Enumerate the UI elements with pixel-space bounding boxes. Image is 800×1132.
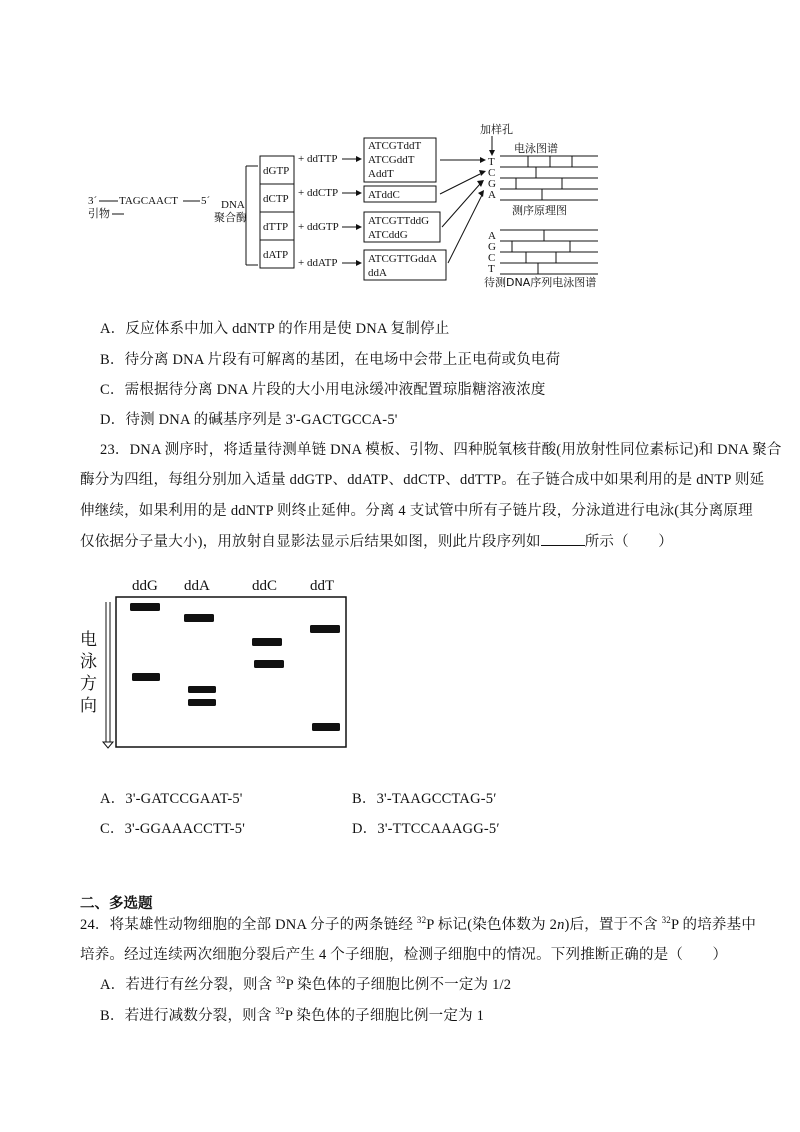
- band-dda-3: [188, 699, 216, 706]
- direction-char-3: 方: [80, 674, 97, 694]
- q23-option-a: A．3'-GATCCGAAT-5': [100, 791, 243, 807]
- ddntp-label-c: + ddCTP: [298, 187, 339, 199]
- q24-option-a-part2: P 染色体的子细胞比例不一定为 1/2: [285, 977, 512, 993]
- q23-stem-line4-end: 所示（ ）: [584, 534, 673, 550]
- lane-label-dda: ddA: [184, 578, 210, 594]
- fragment-t-2: ATCGddT: [368, 154, 415, 166]
- q24-option-a-part1: A．若进行有丝分裂，则含: [100, 977, 277, 993]
- band-ddg-1: [130, 603, 160, 611]
- q24-stem-part2: P 标记(染色体数为 2: [426, 917, 558, 933]
- dntp-label-g: dGTP: [263, 165, 290, 177]
- band-ddc-2: [254, 660, 284, 668]
- section-title: 二、多选题: [80, 896, 153, 912]
- q24-n: n: [557, 917, 565, 933]
- q23-option-c: C．3'-GGAAACCTT-5': [100, 821, 246, 837]
- q22-option-a: A．反应体系中加入 ddNTP 的作用是使 DNA 复制停止: [100, 321, 450, 337]
- q22-option-c: C．需根据待分离 DNA 片段的大小用电泳缓冲液配置琼脂糖溶液浓度: [100, 382, 546, 398]
- q23-stem-line4: [80, 531, 673, 552]
- band-dda-2: [188, 686, 216, 693]
- q24-option-b-part2: P 染色体的子细胞比例一定为 1: [284, 1008, 485, 1024]
- q24-option-b-sup: 32: [275, 1006, 285, 1017]
- q24-stem-line2: 培养。经过连续两次细胞分裂后产生 4 个子细胞，检测子细胞中的情况。下列推断正确的是（ ）: [80, 947, 728, 963]
- band-dda-1: [184, 614, 214, 622]
- enzyme-label-line1: DNA: [221, 199, 245, 211]
- bottom-lane-label-t: T: [488, 263, 495, 275]
- q22-option-d: D．待测 DNA 的碱基序列是 3'-GACTGCCA-5': [100, 412, 398, 428]
- bottom-gel-caption: 待测DNA序列电泳图谱: [484, 276, 597, 289]
- q23-stem-line4-text: 仅依据分子量大小)，用放射自显影法显示后结果如图，则此片段序列如: [80, 534, 541, 550]
- dntp-label-t: dTTP: [263, 221, 289, 233]
- primer-5prime-label: 5´: [201, 195, 211, 207]
- lane-label-ddg: ddG: [132, 578, 158, 594]
- ddntp-label-t: + ddTTP: [298, 153, 338, 165]
- q23-stem-line3: 伸继续，如果利用的是 ddNTP 则终止延伸。分离 4 支试管中所有子链片段，分泳道进行电泳(其分离原理: [80, 503, 753, 519]
- fragment-c-1: ATddC: [368, 189, 400, 201]
- band-ddt-1: [310, 625, 340, 633]
- q24-stem-part3: )后，置于不含: [564, 917, 662, 933]
- q23-option-b: B．3'-TAAGCCTAG-5′: [352, 791, 497, 807]
- enzyme-label-line2: 聚合酶: [214, 211, 247, 224]
- top-lane-label-g: G: [488, 178, 496, 190]
- gel-title: 电泳图谱: [514, 142, 558, 155]
- sample-well-label: 加样孔: [480, 123, 513, 136]
- band-ddc-1: [252, 638, 282, 646]
- q24-option-a: [100, 975, 511, 995]
- primer-3prime-label: 3´: [88, 195, 98, 207]
- q22-option-b: B．待分离 DNA 片段有可解离的基团，在电场中会带上正电荷或负电荷: [100, 352, 561, 368]
- bottom-lane-label-g: G: [488, 241, 496, 253]
- primer-sequence: TAGCAACT: [119, 195, 179, 207]
- fragment-t-3: AddT: [368, 168, 394, 180]
- band-ddt-2: [312, 723, 340, 731]
- q23-stem-line2: 酶分为四组，每组分别加入适量 ddGTP、ddATP、ddCTP、ddTTP。在子链合成中如果利用的是 dNTP 则延: [80, 472, 765, 488]
- q24-stem-part1: 24．将某雄性动物细胞的全部 DNA 分子的两条链经: [80, 917, 417, 933]
- lane-label-ddt: ddT: [310, 578, 335, 594]
- direction-char-1: 电: [80, 630, 97, 650]
- q24-sup-1: 32: [416, 915, 427, 926]
- q24-option-b: [100, 1006, 484, 1026]
- fragment-a-1: ATCGTTGddA: [368, 253, 438, 265]
- fragment-t-1: ATCGTddT: [368, 140, 422, 152]
- q24-stem-line1: [80, 915, 756, 935]
- direction-char-4: 向: [80, 696, 97, 716]
- top-lane-label-a: A: [488, 189, 496, 201]
- primer-label: 引物: [88, 207, 110, 220]
- dntp-label-a: dATP: [263, 249, 289, 261]
- bottom-lane-label-c: C: [488, 252, 496, 264]
- top-lane-label-t: T: [488, 156, 495, 168]
- top-gel-caption: 测序原理图: [512, 204, 567, 217]
- q24-option-b-part1: B．若进行减数分裂，则含: [100, 1008, 276, 1024]
- q23-option-d: D．3'-TTCCAAAGG-5′: [352, 821, 500, 837]
- bottom-lane-label-a: A: [488, 230, 496, 242]
- answer-blank: [541, 531, 585, 546]
- ddntp-label-a: + ddATP: [298, 257, 338, 269]
- sequencing-principle-figure: [80, 118, 620, 294]
- top-lane-label-c: C: [488, 167, 496, 179]
- lane-label-ddc: ddC: [252, 578, 278, 594]
- band-ddg-2: [132, 673, 160, 681]
- electrophoresis-gel-figure: [78, 570, 358, 750]
- direction-char-2: 泳: [80, 652, 97, 672]
- ddntp-label-g: + ddGTP: [298, 221, 339, 233]
- fragment-a-2: ddA: [368, 267, 387, 279]
- q24-option-a-sup: 32: [276, 975, 286, 986]
- fragment-g-1: ATCGTTddG: [368, 215, 430, 227]
- q24-stem-part4: P 的培养基中: [670, 917, 757, 933]
- q23-stem-line1: 23．DNA 测序时，将适量待测单链 DNA 模板、引物、四种脱氧核苷酸(用放射性同位素标记)和 DNA 聚合: [100, 442, 782, 458]
- q24-sup-2: 32: [661, 915, 671, 926]
- fragment-g-2: ATCddG: [368, 229, 408, 241]
- dntp-label-c: dCTP: [263, 193, 289, 205]
